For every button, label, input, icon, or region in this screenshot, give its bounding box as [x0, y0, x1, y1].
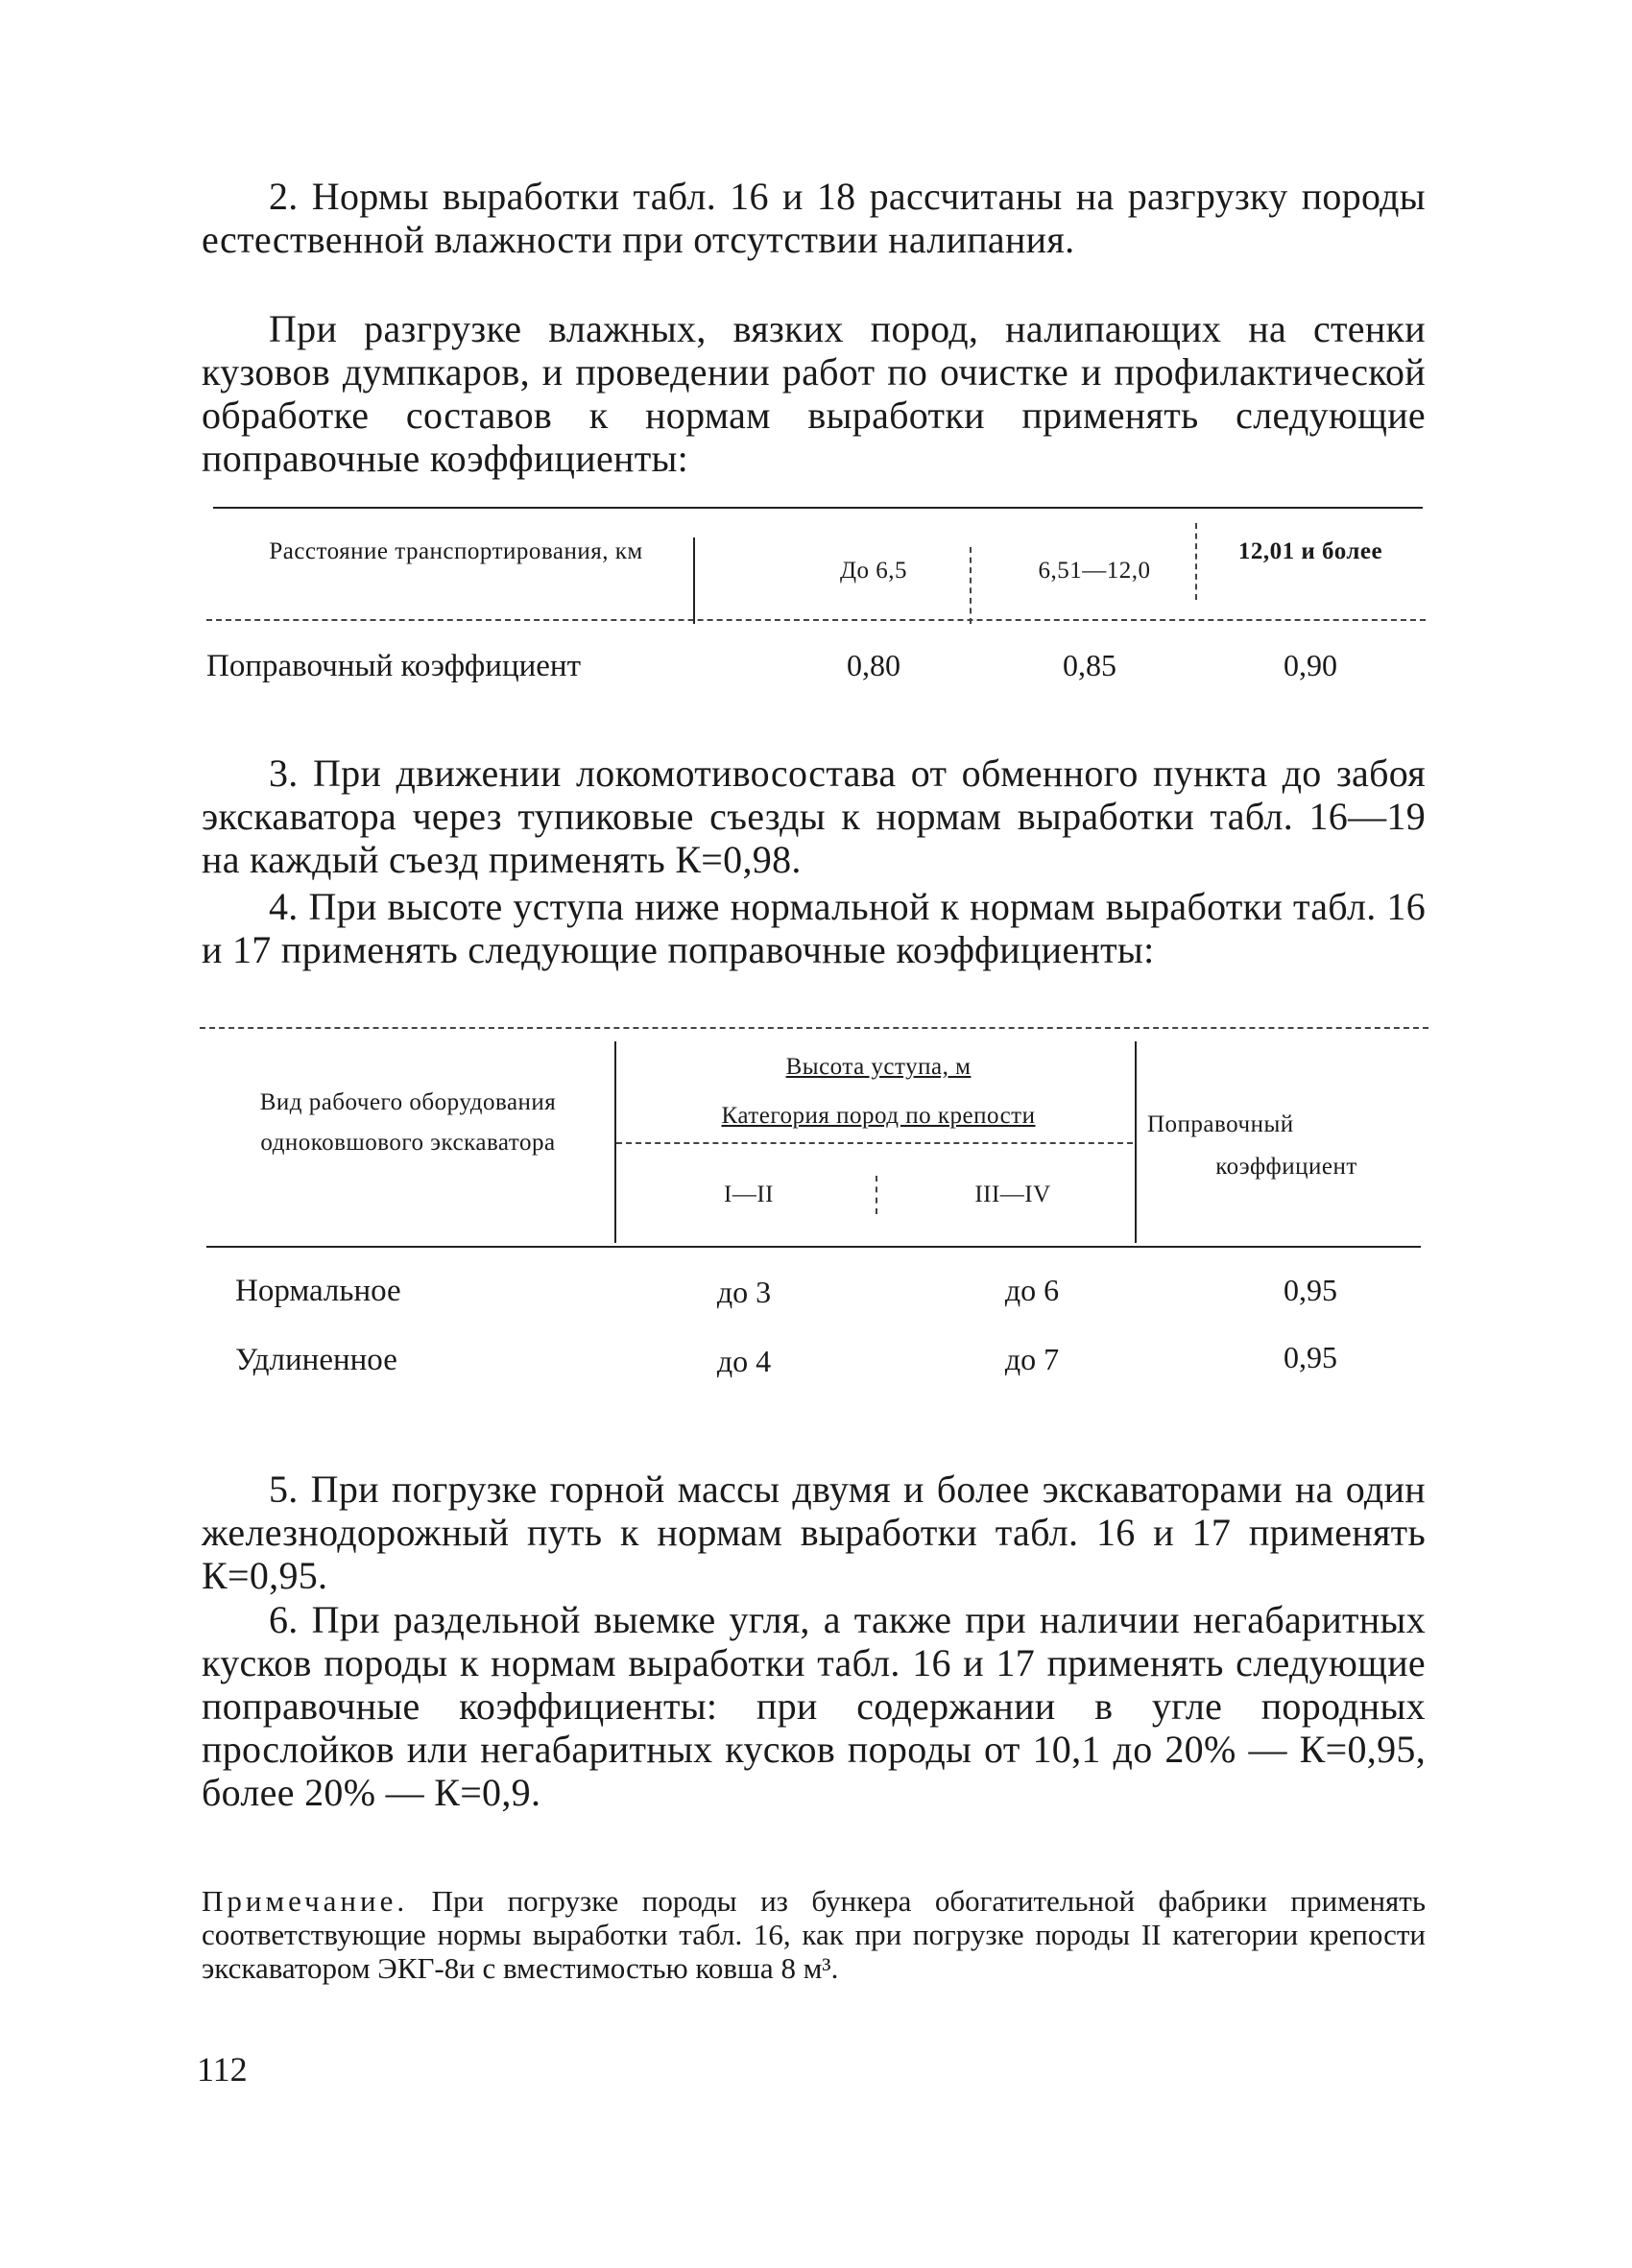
table1-value-3: 0,90	[1284, 648, 1337, 682]
table1-divider	[970, 547, 972, 624]
table2-header-equipment: Вид рабочего оборудования одноковшового экскаватора	[259, 1089, 557, 1156]
table2-row2-b: до 7	[1004, 1342, 1060, 1376]
table1-value-1: 0,80	[847, 648, 900, 682]
table1-col-3: 12,01 и более	[1237, 538, 1383, 564]
table2-divider	[1135, 1041, 1137, 1243]
table2-row1-b: до 6	[1004, 1273, 1060, 1307]
paragraph-2b: При разгрузке влажных, вязких пород, налипающих на стенки кузовов думпкаров, и проведении работ по очистке и профилактической обработке составов к нормам выработки применять следующие поправочные коэффициенты:	[202, 307, 1426, 480]
footnote-text: При погрузке породы из бункера обогатительной фабрики применять соответствующие нормы выработки табл. 16, как при погрузке породы II категории крепости экскаватором ЭКГ-8и с вместимостью ковша 8 м³.	[202, 1884, 1426, 1985]
table1-top-rule	[213, 507, 1423, 509]
table2-header-coefficient: Поправочный коэффициент	[1147, 1111, 1357, 1180]
table2-header-height: Высота уступа, м	[785, 1054, 972, 1080]
table2-top-rule	[200, 1027, 1428, 1029]
table2-row2-k: 0,95	[1284, 1340, 1337, 1374]
table2-row2-name: Удлиненное	[235, 1343, 397, 1377]
table1-divider	[693, 537, 695, 624]
paragraph-4: 4. При высоте уступа ниже нормальной к нормам выработки табл. 16 и 17 применять следующие поправочные коэффициенты:	[202, 885, 1426, 971]
table1-header-distance: Расстояние транспортирования, км	[269, 538, 643, 564]
table2-header-rule	[206, 1246, 1421, 1248]
table2-row1-k: 0,95	[1284, 1273, 1337, 1307]
page-number: 112	[197, 2050, 248, 2089]
table2-row2-a: до 4	[716, 1344, 772, 1378]
table2-row1-a: до 3	[716, 1275, 772, 1309]
paragraph-5: 5. При погрузке горной массы двумя и более экскаваторами на один железнодорожный путь к нормам выработки табл. 16 и 17 применять К=0,95.	[202, 1468, 1426, 1597]
table2-row1-name: Нормальное	[235, 1274, 401, 1308]
table2-header-category: Категория пород по крепости	[721, 1103, 1036, 1129]
table2-subcol-1: I—II	[724, 1182, 774, 1207]
table2-divider	[876, 1176, 877, 1214]
table1-divider	[1195, 523, 1197, 600]
footnote-label: Примечание.	[202, 1884, 409, 1918]
table2-sub-rule	[616, 1142, 1133, 1144]
table1-col-2: 6,51—12,0	[1038, 558, 1151, 584]
paragraph-2: 2. Нормы выработки табл. 16 и 18 рассчитаны на разгрузку породы естественной влажности при отсутствии налипания.	[202, 175, 1426, 261]
table2-subcol-2: III—IV	[974, 1182, 1051, 1207]
table1-col-1: До 6,5	[839, 558, 908, 584]
table1-value-2: 0,85	[1063, 648, 1116, 682]
table1-header-rule	[206, 619, 1426, 621]
table1-row-label: Поправочный коэффициент	[206, 649, 581, 683]
footnote	[202, 1884, 1426, 1985]
paragraph-6: 6. При раздельной выемке угля, а также при наличии негабаритных кусков породы к нормам выработки табл. 16 и 17 применять следующие поправочные коэффициенты: при содержании в угле породных прослойков или негабаритных кусков породы от 10,1 до 20% — К=0,95, более 20% — К=0,9.	[202, 1598, 1426, 1814]
paragraph-3: 3. При движении локомотивосостава от обменного пункта до забоя экскаватора через тупиковые съезды к нормам выработки табл. 16—19 на каждый съезд применять К=0,98.	[202, 752, 1426, 881]
